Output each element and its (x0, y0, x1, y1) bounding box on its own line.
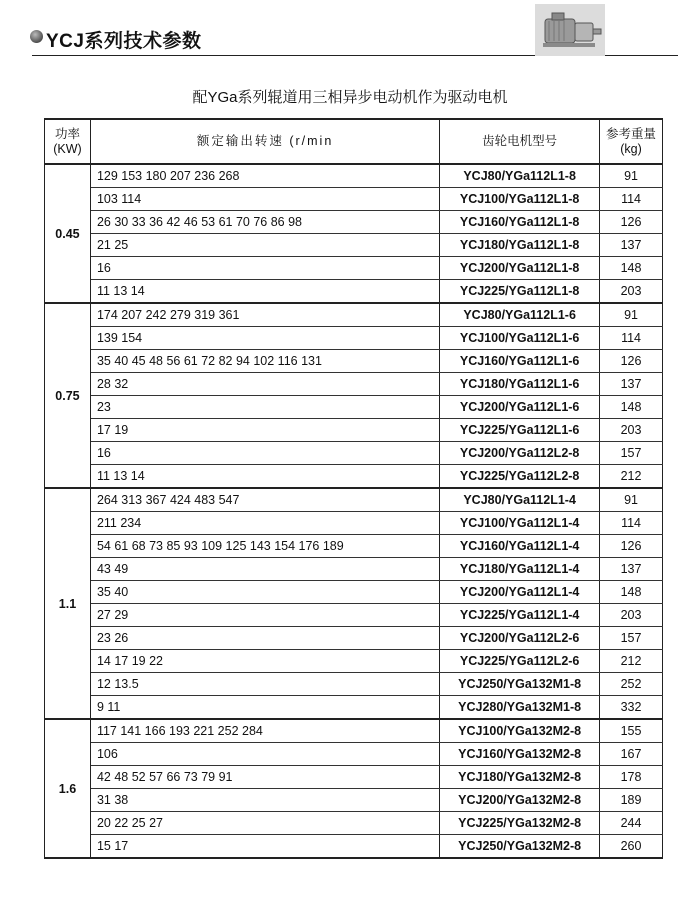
spec-table (44, 118, 663, 859)
header-model: 齿轮电机型号 (440, 119, 600, 164)
table-row (45, 396, 663, 419)
model-cell: YCJ80/YGa112L1-8 (440, 164, 600, 188)
table-row (45, 581, 663, 604)
weight-cell: 137 (600, 373, 663, 396)
weight-cell: 244 (600, 812, 663, 835)
model-cell: YCJ225/YGa112L2-6 (440, 650, 600, 673)
speed-cell: 174 207 242 279 319 361 (90, 303, 439, 327)
table-row (45, 650, 663, 673)
power-cell: 1.6 (45, 719, 91, 858)
speed-cell: 23 (90, 396, 439, 419)
table-row (45, 350, 663, 373)
header-power-unit: (KW) (53, 141, 82, 156)
speed-cell: 35 40 (90, 581, 439, 604)
table-row (45, 442, 663, 465)
table-subtitle: 配YGa系列辊道用三相异步电动机作为驱动电机 (192, 89, 508, 106)
speed-cell: 42 48 52 57 66 73 79 91 (90, 766, 439, 789)
weight-cell: 212 (600, 650, 663, 673)
header-power-label: 功率 (54, 126, 80, 141)
table-row (45, 604, 663, 627)
weight-cell: 114 (600, 327, 663, 350)
speed-cell: 28 32 (90, 373, 439, 396)
model-cell: YCJ225/YGa132M2-8 (440, 812, 600, 835)
table-row (45, 696, 663, 720)
model-cell: YCJ80/YGa112L1-4 (440, 488, 600, 512)
speed-cell: 20 22 25 27 (90, 812, 439, 835)
weight-cell: 332 (600, 696, 663, 720)
weight-cell: 137 (600, 234, 663, 257)
speed-cell: 17 19 (90, 419, 439, 442)
speed-cell: 11 13 14 (90, 280, 439, 304)
weight-cell: 203 (600, 280, 663, 304)
speed-cell: 54 61 68 73 85 93 109 125 143 154 176 189 (90, 535, 439, 558)
weight-cell: 157 (600, 627, 663, 650)
weight-cell: 148 (600, 581, 663, 604)
table-row (45, 743, 663, 766)
table-row (45, 812, 663, 835)
weight-cell: 212 (600, 465, 663, 489)
page-title: YCJ系列技术参数 (46, 31, 202, 52)
speed-cell: 43 49 (90, 558, 439, 581)
table-row (45, 373, 663, 396)
table-row (45, 188, 663, 211)
speed-cell: 11 13 14 (90, 465, 439, 489)
table-row (45, 280, 663, 304)
speed-cell: 106 (90, 743, 439, 766)
speed-cell: 264 313 367 424 483 547 (90, 488, 439, 512)
table-row (45, 535, 663, 558)
model-cell: YCJ160/YGa132M2-8 (440, 743, 600, 766)
bullet-icon (30, 30, 43, 43)
model-cell: YCJ160/YGa112L1-6 (440, 350, 600, 373)
speed-cell: 211 234 (90, 512, 439, 535)
speed-cell: 103 114 (90, 188, 439, 211)
weight-cell: 114 (600, 188, 663, 211)
speed-cell: 9 11 (90, 696, 439, 720)
table-row (45, 673, 663, 696)
table-row (45, 766, 663, 789)
model-cell: YCJ200/YGa132M2-8 (440, 789, 600, 812)
header-speed: 额定输出转速 (r/min (90, 119, 439, 164)
model-cell: YCJ100/YGa112L1-8 (440, 188, 600, 211)
power-cell: 0.45 (45, 164, 91, 303)
table-row (45, 719, 663, 743)
model-cell: YCJ200/YGa112L2-6 (440, 627, 600, 650)
model-cell: YCJ100/YGa132M2-8 (440, 719, 600, 743)
model-cell: YCJ225/YGa112L1-4 (440, 604, 600, 627)
table-row (45, 419, 663, 442)
model-cell: YCJ225/YGa112L2-8 (440, 465, 600, 489)
model-cell: YCJ250/YGa132M2-8 (440, 835, 600, 859)
weight-cell: 148 (600, 396, 663, 419)
model-cell: YCJ180/YGa112L1-6 (440, 373, 600, 396)
table-row (45, 488, 663, 512)
weight-cell: 203 (600, 419, 663, 442)
table-row (45, 303, 663, 327)
gear-motor-icon (535, 4, 605, 56)
table-row (45, 789, 663, 812)
table-row (45, 512, 663, 535)
table-row (45, 234, 663, 257)
model-cell: YCJ100/YGa112L1-6 (440, 327, 600, 350)
speed-cell: 14 17 19 22 (90, 650, 439, 673)
model-cell: YCJ200/YGa112L1-6 (440, 396, 600, 419)
power-cell: 0.75 (45, 303, 91, 488)
table-header-row (45, 119, 663, 164)
weight-cell: 252 (600, 673, 663, 696)
table-row (45, 627, 663, 650)
speed-cell: 35 40 45 48 56 61 72 82 94 102 116 131 (90, 350, 439, 373)
weight-cell: 178 (600, 766, 663, 789)
gear-motor-drawing (535, 4, 605, 56)
model-cell: YCJ225/YGa112L1-6 (440, 419, 600, 442)
weight-cell: 260 (600, 835, 663, 859)
model-cell: YCJ225/YGa112L1-8 (440, 280, 600, 304)
weight-cell: 126 (600, 535, 663, 558)
power-cell: 1.1 (45, 488, 91, 719)
speed-cell: 27 29 (90, 604, 439, 627)
table-row (45, 835, 663, 859)
weight-cell: 91 (600, 164, 663, 188)
table-row (45, 164, 663, 188)
weight-cell: 126 (600, 350, 663, 373)
model-cell: YCJ80/YGa112L1-6 (440, 303, 600, 327)
speed-cell: 23 26 (90, 627, 439, 650)
weight-cell: 155 (600, 719, 663, 743)
model-cell: YCJ180/YGa132M2-8 (440, 766, 600, 789)
speed-cell: 16 (90, 257, 439, 280)
header-weight (600, 119, 663, 164)
speed-cell: 31 38 (90, 789, 439, 812)
page-header (0, 0, 700, 66)
model-cell: YCJ180/YGa112L1-8 (440, 234, 600, 257)
weight-cell: 203 (600, 604, 663, 627)
table-row (45, 558, 663, 581)
speed-cell: 117 141 166 193 221 252 284 (90, 719, 439, 743)
weight-cell: 91 (600, 303, 663, 327)
speed-cell: 15 17 (90, 835, 439, 859)
weight-cell: 91 (600, 488, 663, 512)
weight-cell: 157 (600, 442, 663, 465)
model-cell: YCJ250/YGa132M1-8 (440, 673, 600, 696)
model-cell: YCJ160/YGa112L1-4 (440, 535, 600, 558)
speed-cell: 129 153 180 207 236 268 (90, 164, 439, 188)
speed-cell: 139 154 (90, 327, 439, 350)
weight-cell: 126 (600, 211, 663, 234)
weight-cell: 189 (600, 789, 663, 812)
table-row (45, 257, 663, 280)
weight-cell: 114 (600, 512, 663, 535)
speed-cell: 16 (90, 442, 439, 465)
header-weight-label: 参考重量 (606, 126, 657, 141)
model-cell: YCJ200/YGa112L2-8 (440, 442, 600, 465)
weight-cell: 167 (600, 743, 663, 766)
speed-cell: 21 25 (90, 234, 439, 257)
weight-cell: 137 (600, 558, 663, 581)
model-cell: YCJ160/YGa112L1-8 (440, 211, 600, 234)
model-cell: YCJ200/YGa112L1-8 (440, 257, 600, 280)
table-body (45, 164, 663, 858)
weight-cell: 148 (600, 257, 663, 280)
header-weight-unit: (kg) (620, 141, 642, 156)
table-row (45, 327, 663, 350)
table-row (45, 465, 663, 489)
model-cell: YCJ100/YGa112L1-4 (440, 512, 600, 535)
speed-cell: 12 13.5 (90, 673, 439, 696)
header-power (45, 119, 91, 164)
table-row (45, 211, 663, 234)
speed-cell: 26 30 33 36 42 46 53 61 70 76 86 98 (90, 211, 439, 234)
model-cell: YCJ280/YGa132M1-8 (440, 696, 600, 720)
model-cell: YCJ200/YGa112L1-4 (440, 581, 600, 604)
model-cell: YCJ180/YGa112L1-4 (440, 558, 600, 581)
